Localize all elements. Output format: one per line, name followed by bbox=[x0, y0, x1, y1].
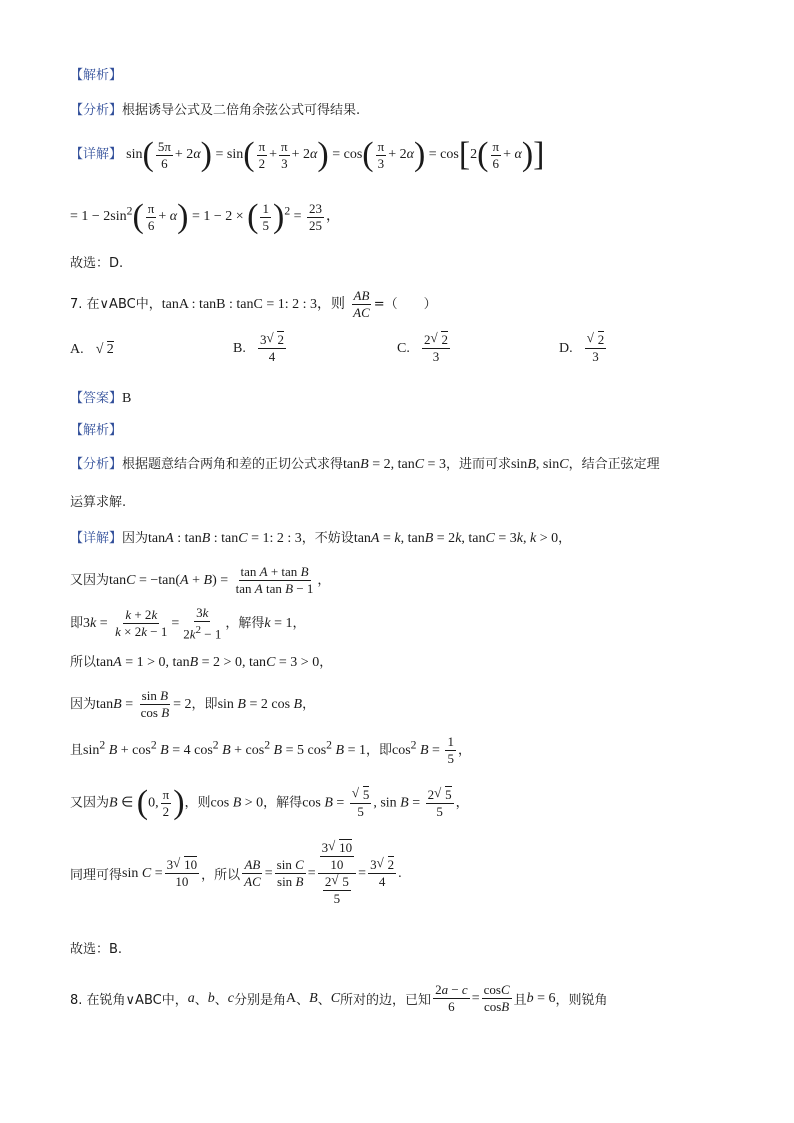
fenxi-tag-1: 【分析】 bbox=[70, 103, 123, 118]
daan-tag: 【答案】 bbox=[70, 391, 123, 406]
q8-stem-e: ，则锐角 bbox=[555, 993, 608, 1008]
q7-option-a-value: √ 2 bbox=[96, 342, 114, 357]
q7-detail-line-7: 又因为B ∈ (0, $\frac{\pi}{2}$ )，则cos B > 0，解得cos B = √ $\frac{5}{5}$ , sin B = $\frac{2√ 5}{5}$ ， bbox=[70, 786, 469, 820]
q7-option-d-value: √ $\frac{2}{3}$ bbox=[585, 332, 607, 365]
q7-xj7-b: ，则 bbox=[184, 795, 211, 811]
q7-answer bbox=[70, 389, 131, 409]
q7-option-b-value: $\frac{3√ 2}{4}$ bbox=[258, 332, 286, 365]
q7-detail-line-2: 又因为tanC = −tan(A + B) = $\frac{\text{tan A + tan B}}{\text{tan A tan B − 1}}$ ， bbox=[70, 564, 331, 596]
q7-option-c-value: $\frac{2√ 2}{3}$ bbox=[422, 332, 450, 365]
q7-stem bbox=[70, 288, 437, 321]
fenxi-tag-2: 【分析】 bbox=[70, 457, 123, 472]
q8-stem-a: 8. 在锐角∨ABC中， bbox=[70, 993, 188, 1008]
q7-option-d-label: D. bbox=[559, 341, 573, 356]
q7-xj7-a: 又因为 bbox=[70, 795, 110, 811]
q7-xj8-b: ，所以 bbox=[201, 868, 241, 883]
q7-analysis-line-2: 运算求解. bbox=[70, 495, 127, 510]
q6-detail-line-1 bbox=[70, 138, 545, 172]
compound-fraction: $\frac{\frac{3√ 10}{10}}{\frac{2√ 5}{5}}$ bbox=[318, 840, 357, 907]
q7-answer-value: B bbox=[122, 391, 132, 406]
q6-conclusion: 故选：D. bbox=[70, 256, 124, 271]
q7-xj6-a: 且 bbox=[70, 743, 84, 758]
q6-formula-1: sin( $\frac{5\pi}{6}$ + 2α) = sin( $\frac{\pi}{2}$ + $\frac{\pi}{3}$ + 2α) = cos( $\frac{\pi}{3}$ + 2α) = cos[2( $\frac{\pi}{6}$ + α)] bbox=[126, 136, 545, 173]
q7-xj1-b: ，不妨设 bbox=[301, 531, 354, 546]
q7-option-b bbox=[233, 332, 288, 365]
xiangjie-tag-1: 【详解】 bbox=[70, 147, 123, 163]
q6-detail-line-2 bbox=[70, 200, 340, 234]
q7-detail-line-1: 【详解】因为tanA : tanB : tanC = 1: 2 : 3，不妨设tanA = k, tanB = 2k, tanC = 3k, k > 0， bbox=[70, 531, 572, 546]
q7-option-b-label: B. bbox=[233, 341, 246, 356]
q7-xj2-a: 又因为 bbox=[70, 573, 110, 588]
q7-xj6-b: ，即 bbox=[365, 743, 392, 758]
q7-xj1-a: 因为 bbox=[122, 531, 149, 546]
q7-detail-line-4: 所以tanA = 1 > 0, tanB = 2 > 0, tanC = 3 > 0， bbox=[70, 655, 333, 670]
q7-xj5-a: 因为 bbox=[70, 697, 97, 712]
q7-stem-suffix: =（ ） bbox=[373, 297, 437, 312]
q7-analysis-text-3: ，结合正弦定理 bbox=[568, 457, 660, 472]
q7-option-a bbox=[70, 340, 114, 360]
q7-xj7-c: ，解得 bbox=[263, 795, 303, 811]
q7-option-a-label: A. bbox=[70, 342, 84, 357]
q7-stem-prefix: 7. 在∨ABC中， bbox=[70, 297, 162, 312]
q7-option-c-label: C. bbox=[397, 341, 410, 356]
q6-analysis bbox=[70, 101, 360, 121]
q8-stem-d: 且 bbox=[513, 993, 527, 1008]
q7-xj3-a: 即 bbox=[70, 616, 84, 632]
q6-formula-2: = $1 - 2\sin^2$( $\frac{\pi}{6}$ + α) = 1 − 2 × ( $\frac{1}{5}$ )$^2$ = $\frac{23}{25}$ ， bbox=[70, 198, 341, 235]
q7-option-d bbox=[559, 332, 608, 365]
q7-detail-line-8: 同理可得 sin C = $\frac{3√ 10}{10}$ ，所以 $\frac{AB}{AC}$ = $\frac{\text{sin C}}{\text{sin B}}$ = $\frac{\frac{3√ 10}{10}}{\frac{2√ 5}{5}}$ = $\frac{3√ 2}{4}$ . bbox=[70, 840, 402, 907]
q7-stem-ratio: tanA : tanB : tanC = 1: 2 : 3，则 bbox=[161, 297, 345, 312]
q8-stem-b: 分别是角 bbox=[233, 993, 286, 1008]
q7-detail-line-3: 即3k = $\frac{k + 2k}{k \times 2k - 1}$ = $\frac{3k}{2k^2 - 1}$ ，解得k = 1， bbox=[70, 605, 306, 642]
sinc-value: $\frac{3√ 10}{10}$ bbox=[165, 857, 200, 890]
q7-xj3-b: ，解得 bbox=[225, 616, 265, 632]
q8-stem: 8. 在锐角∨ABC中， a 、 b 、 c 分别是角 A 、 B 、 C 所对的边，已知 $\frac{2a - c}{6}$ = $\frac{\cos C}{\cos B}$ 且 b = 6 ，则锐角 bbox=[70, 982, 608, 1014]
q7-analysis-text-1: 根据题意结合两角和差的正切公式求得 bbox=[122, 457, 344, 472]
q7-detail-line-5: 因为tanB = $\frac{\text{sin B}}{\text{cos B}}$ = 2，即sin B = 2 cos B， bbox=[70, 688, 316, 720]
q7-option-c bbox=[397, 332, 452, 365]
q7-detail-line-6: 且$\sin^2 B + \cos^2 B = 4$ $\cos^2 B + \cos^2 B = 5$ $\cos^2 B = 1$，即$\cos^2 B$ = $\frac{1}{5}$ ， bbox=[70, 734, 471, 766]
q7-analysis-line-1: 【分析】根据题意结合两角和差的正切公式求得tanB = 2, tanC = 3，进而可求sinB, sinC，结合正弦定理 bbox=[70, 457, 660, 472]
q7-xj5-b: ，即 bbox=[191, 697, 218, 712]
q7-stem-fraction: $\frac{AB}{AC}$ bbox=[353, 288, 370, 320]
q7-xj8-a: 同理可得 bbox=[70, 868, 123, 883]
jiexi-tag-2: 【解析】 bbox=[70, 423, 123, 438]
xiangjie-tag-2: 【详解】 bbox=[70, 531, 123, 546]
q7-xj4-a: 所以 bbox=[70, 655, 97, 670]
q8-stem-c: 所对的边，已知 bbox=[340, 993, 432, 1008]
q7-conclusion: 故选：B. bbox=[70, 942, 123, 957]
q6-analysis-text: 根据诱导公式及二倍角余弦公式可得结果. bbox=[122, 103, 361, 118]
jiexi-tag-1: 【解析】 bbox=[70, 68, 123, 83]
q7-analysis-text-2: ，进而可求 bbox=[445, 457, 511, 472]
